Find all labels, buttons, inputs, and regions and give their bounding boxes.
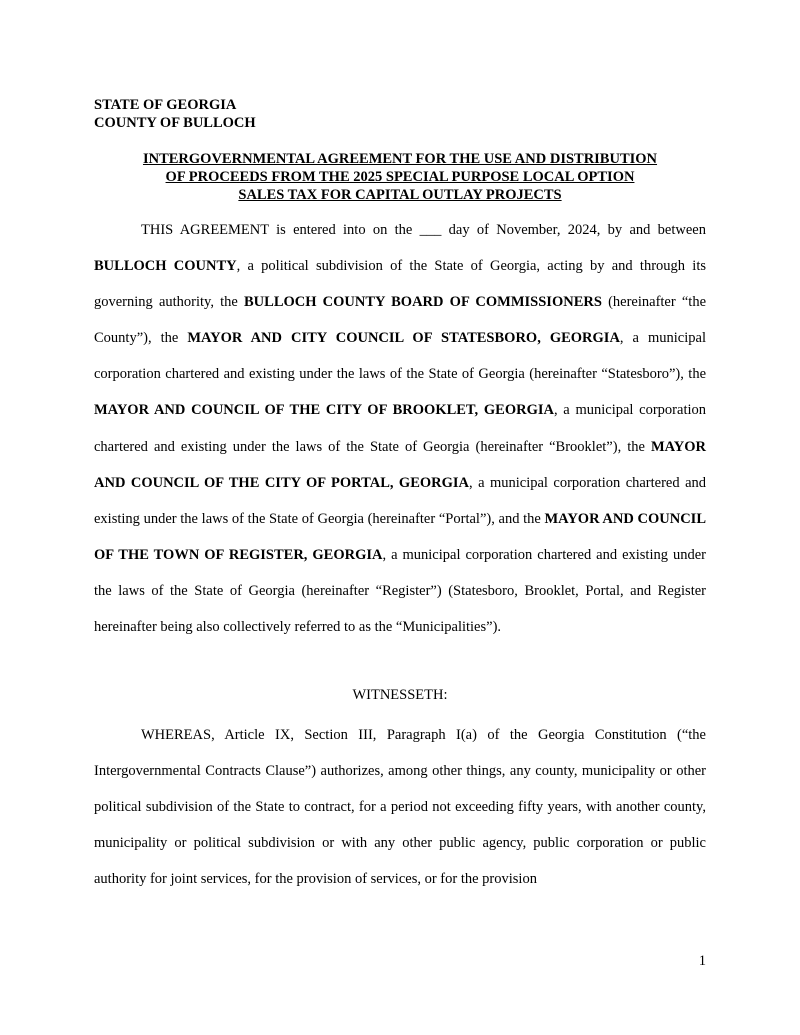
p1-text-5: , a municipal corporation chartered and existing under the laws of the State of Georgia (hereinafter “Brooklet”), the [94,402,706,455]
p2-text: WHEREAS, Article IX, Section III, Paragraph I(a) of the Georgia Constitution (“the Intergovernmental Contracts Clause”) authorizes, among other things, any county, municipality or other political subdivision of the State to contract, for a period not exceeding fifty years, with another county, municipality or political subdivision or with any other public agency, public corporation or public authority for joint services, for the provision of services, or for the provision [94,727,706,888]
title-line-2: OF PROCEEDS FROM THE 2025 SPECIAL PURPOSE LOCAL OPTION [165,169,635,185]
party-statesboro: MAYOR AND CITY COUNCIL OF STATESBORO, GEORGIA [187,330,620,347]
p1-text-1: THIS AGREEMENT is entered into on the ___ day of November, 2024, by and between [141,222,706,238]
p1-text-3: (hereinafter “the County”), the [94,294,706,347]
p1-text-7: , a municipal corporation chartered and existing under the laws of the State of Georgia (hereinafter “Register”) (Statesboro, Brooklet, Portal, and Register hereinafter being also collectively referred to as the “Municipalities”). [94,546,706,636]
opening-paragraph [94,212,706,645]
party-portal: MAYOR AND COUNCIL OF THE CITY OF PORTAL, GEORGIA [94,438,706,491]
p1-text-4: , a municipal corporation chartered and existing under the laws of the State of Georgia (hereinafter “Statesboro”), the [94,330,706,383]
title-line-1: INTERGOVERNMENTAL AGREEMENT FOR THE USE AND DISTRIBUTION [142,151,658,167]
p1-text-2: , a political subdivision of the State of Georgia, acting by and through its governing authority, the [94,258,706,311]
witnesseth-heading: WITNESSETH: [352,687,448,703]
party-brooklet: MAYOR AND COUNCIL OF THE CITY OF BROOKLET, GEORGIA [94,402,554,419]
party-bulloch-county: BULLOCH COUNTY [94,258,237,275]
jurisdiction-header [94,96,256,132]
title-line-3: SALES TAX FOR CAPITAL OUTLAY PROJECTS [238,187,562,203]
party-register: MAYOR AND COUNCIL OF THE TOWN OF REGISTER, GEORGIA [94,510,706,563]
whereas-paragraph [94,717,706,897]
agreement-title [94,150,706,204]
party-board-of-commissioners: BULLOCH COUNTY BOARD OF COMMISSIONERS [244,294,602,311]
p1-text-6: , a municipal corporation chartered and existing under the laws of the State of Georgia (hereinafter “Portal”), and the [94,474,706,527]
county-line: COUNTY OF BULLOCH [94,115,256,131]
page-number: 1 [698,953,706,969]
state-line: STATE OF GEORGIA [94,97,237,113]
